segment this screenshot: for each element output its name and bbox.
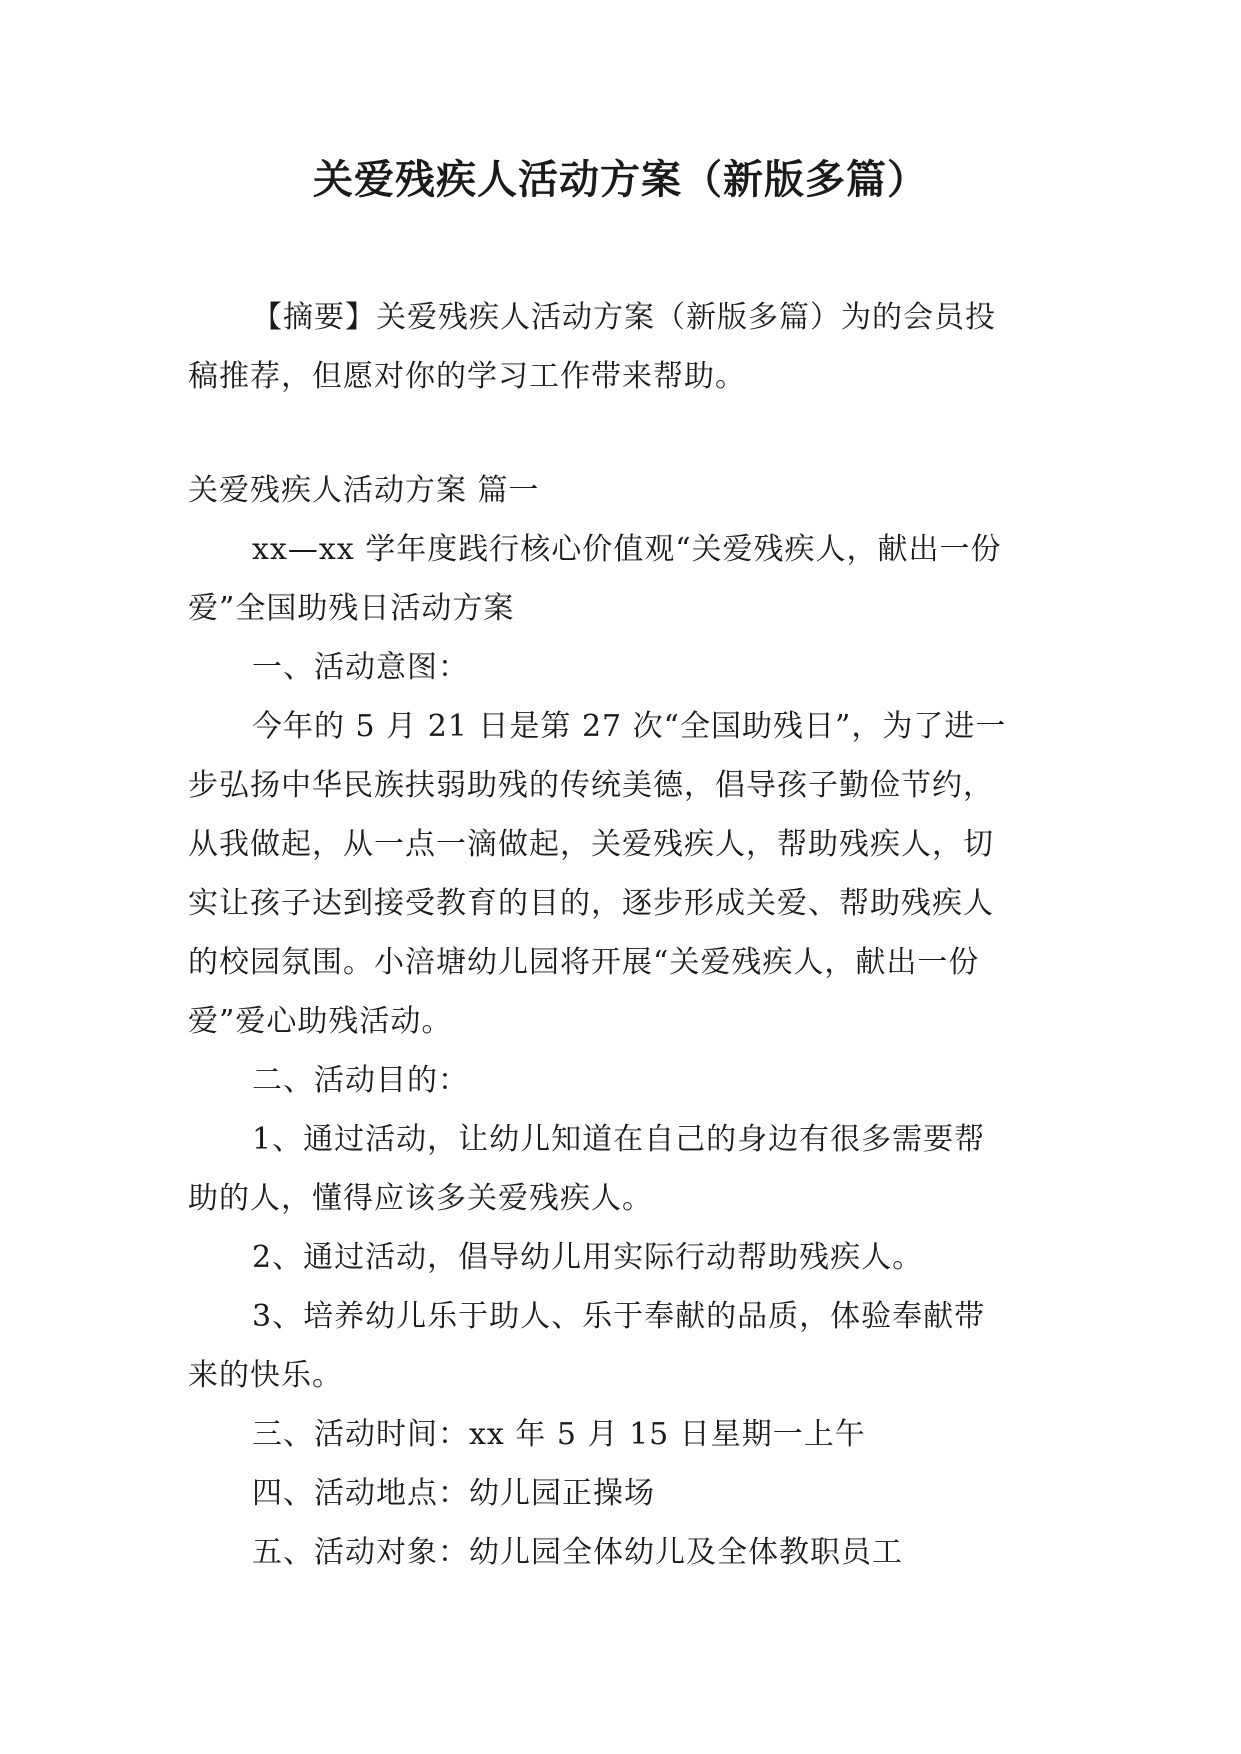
activity-location: 四、活动地点：幼儿园正操场	[252, 1476, 655, 1511]
paragraph-line: 实让孩子达到接受教育的目的，逐步形成关爱、帮助残疾人	[188, 886, 994, 921]
abstract-line: 【摘要】关爱残疾人活动方案（新版多篇）为的会员投	[252, 300, 996, 335]
abstract-paragraph	[188, 288, 1050, 406]
paragraph-line: 爱”爱心助残活动。	[188, 1004, 453, 1039]
document-body	[188, 461, 1050, 1582]
paragraph-line: 今年的 5 月 21 日是第 27 次“全国助残日”，为了进一	[252, 709, 1007, 744]
abstract-line: 稿推荐，但愿对你的学习工作带来帮助。	[188, 359, 746, 394]
paragraph-line: xx—xx 学年度践行核心价值观“关爱残疾人，献出一份	[252, 532, 1002, 567]
goal-item: 来的快乐。	[188, 1358, 343, 1393]
goal-item: 1、通过活动，让幼儿知道在自己的身边有很多需要帮	[252, 1122, 986, 1157]
subheading-purpose: 一、活动意图：	[252, 650, 469, 685]
goal-item: 助的人，懂得应该多关爱残疾人。	[188, 1181, 653, 1216]
paragraph-line: 从我做起，从一点一滴做起，关爱残疾人，帮助残疾人，切	[188, 827, 994, 862]
activity-time: 三、活动时间：xx 年 5 月 15 日星期一上午	[252, 1417, 866, 1452]
section-heading: 关爱残疾人活动方案 篇一	[188, 473, 540, 508]
paragraph-line: 爱”全国助残日活动方案	[188, 591, 515, 626]
goal-item: 3、培养幼儿乐于助人、乐于奉献的品质，体验奉献带	[252, 1299, 986, 1334]
document-title: 关爱残疾人活动方案（新版多篇）	[313, 157, 928, 203]
paragraph-line: 的校园氛围。小涪塘幼儿园将开展“关爱残疾人，献出一份	[188, 945, 980, 980]
activity-audience: 五、活动对象：幼儿园全体幼儿及全体教职员工	[252, 1535, 903, 1570]
goal-item: 2、通过活动，倡导幼儿用实际行动帮助残疾人。	[252, 1240, 924, 1275]
paragraph-line: 步弘扬中华民族扶弱助残的传统美德，倡导孩子勤俭节约，	[188, 768, 994, 803]
subheading-goals: 二、活动目的：	[252, 1063, 469, 1098]
